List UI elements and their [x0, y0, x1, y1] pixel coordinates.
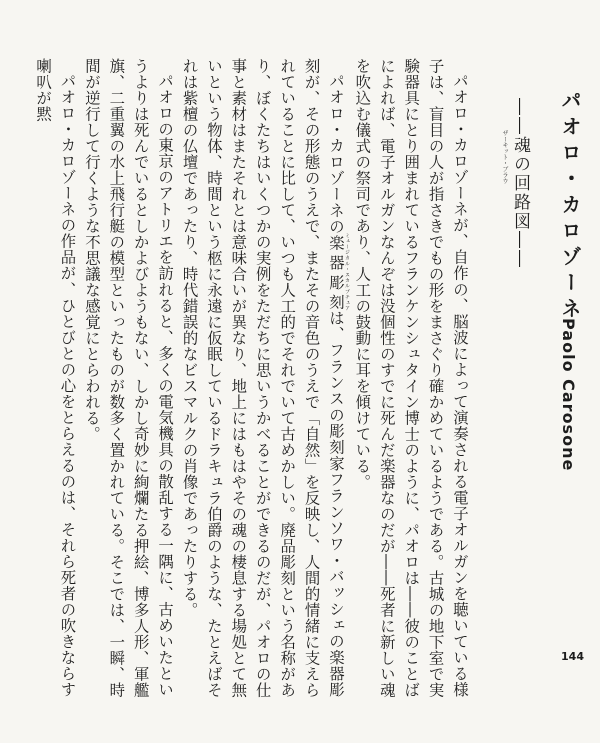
subtitle-ruby: ザーキット・ブラウ — [501, 130, 508, 184]
paragraph-1: パオロ・カロゾーネが、自作の、脳波によって演奏される電子オルガンを聴いている様子は、盲目の人が指さきでもの形をまさぐり確かめているようである。古城の地下室で実験器具にとり囲まれているフランケンシュタイン博士のように、パオロは――彼のことばによれば、電子オルガンなんぞは没個性のすでに死んだ楽器なのだが――死者に新しい魂を吹込む儀式の祭司であり、人工の鼓動に耳を傾けている。 — [353, 58, 469, 698]
paragraph-3: パオロの東京のアトリエを訪れると、多くの電気機具の散乱する一隅に、古めいたというよりは死んでいるとしかよびようもない、しかし奇妙に絢爛たる押絵、博多人形、軍艦旗、二重翼の水上飛行艇の模型といったものが数多く置かれている。そこでは、一瞬、時間が逆行して行くような不思議な感覚にとらわれる。 — [82, 58, 175, 698]
ruby-music-sculpture: 楽器彫刻 ミュージカル・スカルプチュア — [326, 233, 350, 312]
chapter-title-latin: Paolo Carosone — [559, 318, 578, 472]
paragraph-2: パオロ・カロゾーネの楽器彫刻 ミュージカル・スカルプチュアは、フランスの彫刻家フランソワ・バッシェの楽器彫刻が、その形態のうえで、またその音色のうえで「自然」を反映し、人間的情緒に支えられていることに比して、いつも人工的でそれでいて古めかしい。廃品彫刻という名称があり、ぼくたちはいくつかの実例をただちに思いうかべることができるのだが、パオロの仕事と素材はまたそれとは意味合いが異なり、地上にはもはやその魂の棲息する場処とて無いという物体、時間という柩に永遠に仮眠しているドラキュラ伯爵のような、たとえばそれは紫檀の仏壇であったり、時代錯誤的なビスマルクの肖像であったりする。 — [180, 58, 350, 699]
chapter-subtitle: ――魂の回路図―― — [510, 98, 530, 269]
paragraph-4: パオロ・カロゾーネの作品が、ひとびとの心をとらえるのは、それら死者の吹きならす喇叭が黙 — [34, 58, 77, 698]
body-text — [34, 58, 472, 699]
page-number: 144 — [561, 650, 584, 663]
chapter-title: パオロ・カロゾーネ — [558, 90, 582, 324]
